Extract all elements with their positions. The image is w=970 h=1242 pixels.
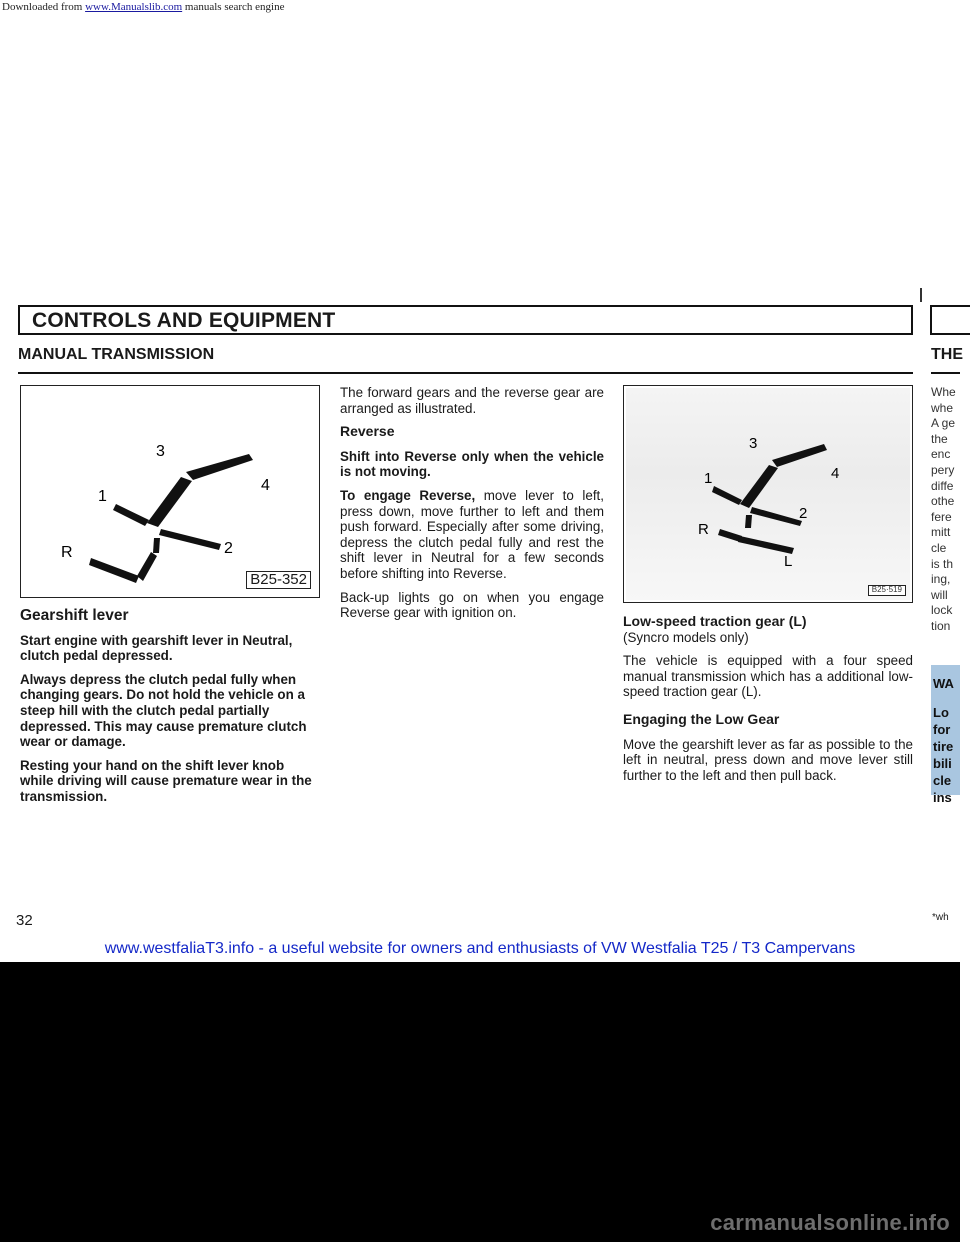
figure-code: B25·519 (868, 585, 906, 596)
engaging-low-gear-paragraph: Move the gearshift lever as far as possible to the left in neutral, press down and move lever still further to the left and then pull back. (623, 736, 913, 783)
hand-rest-paragraph: Resting your hand on the shift lever knob while driving will cause premature wear in the transmission. (20, 757, 312, 804)
low-gear-pattern-diagram (624, 386, 914, 604)
gear-label-4: 4 (261, 477, 270, 494)
section-title: MANUAL TRANSMISSION (18, 346, 215, 363)
chapter-title: CONTROLS AND EQUIPMENT (32, 309, 336, 332)
fragment-line: fere (931, 509, 952, 524)
four-speed-paragraph: The vehicle is equipped with a four speed manual transmission which has a additional low-speed traction gear (L). (623, 653, 913, 700)
margin-mark (920, 288, 922, 302)
gearshift-lever-column (20, 608, 320, 813)
next-page-section-divider (931, 372, 960, 374)
reverse-column (340, 385, 604, 629)
fragment-line: A ge (931, 416, 956, 431)
fragment-line: the (931, 431, 948, 446)
next-page-footnote: *wh (932, 912, 949, 923)
gear-label-1: 1 (98, 488, 107, 505)
scan-black-area (0, 962, 960, 1242)
warning-box-fragment (931, 665, 960, 805)
engage-reverse-paragraph (340, 488, 604, 582)
gearshift-pattern-figure (20, 385, 320, 598)
gearshift-pattern-diagram (21, 386, 321, 599)
section-divider (18, 372, 913, 374)
chapter-title-box (18, 305, 913, 335)
next-page-section-title: THE (931, 346, 963, 363)
fragment-line: is th (931, 556, 954, 571)
gear-label-4: 4 (831, 465, 840, 482)
reverse-heading: Reverse (340, 423, 395, 440)
gear-label-r: R (61, 544, 73, 561)
fragment-line: Whe (931, 385, 956, 399)
reverse-warning-paragraph: Shift into Reverse only when the vehicle is not moving. (340, 448, 604, 480)
start-engine-paragraph: Start engine with gearshift lever in Neutral, clutch pedal depressed. (20, 632, 293, 664)
westfalia-site-banner[interactable]: www.westfaliaT3.info - a useful website for owners and enthusiasts of VW Westfalia T25 / T3 Campervans (104, 940, 856, 957)
next-page-title-box (930, 305, 970, 335)
fragment-line: cle (931, 540, 947, 555)
gear-label-3: 3 (749, 435, 758, 452)
manualslib-link[interactable]: www.Manualslib.com (85, 1, 183, 13)
warning-title: WA (933, 676, 954, 691)
download-banner (0, 0, 962, 14)
warning-line: cle (933, 773, 952, 788)
fragment-line: diffe (931, 478, 954, 493)
fragment-line: whe (931, 400, 954, 415)
gear-label-2: 2 (224, 540, 233, 557)
next-page-text-fragment (931, 385, 960, 635)
fragment-line: will (931, 587, 948, 602)
gearshift-lever-heading: Gearshift lever (20, 607, 129, 624)
engage-reverse-lead: To engage Reverse, (340, 487, 476, 503)
warning-line: for (933, 722, 951, 737)
figure-code: B25-352 (246, 571, 311, 590)
gear-label-l: L (784, 553, 793, 570)
engaging-low-gear-heading: Engaging the Low Gear (623, 710, 780, 727)
warning-line: tire (933, 739, 954, 754)
page-number: 32 (16, 912, 33, 929)
gear-label-2: 2 (799, 505, 808, 522)
fragment-line: othe (931, 494, 955, 509)
gear-label-1: 1 (704, 470, 713, 487)
fragment-line: mitt (931, 525, 951, 540)
gear-label-r: R (698, 521, 709, 538)
fragment-line: tion (931, 618, 951, 633)
fragment-line: enc (931, 447, 951, 462)
low-gear-pattern-figure (623, 385, 913, 603)
download-banner-prefix: Downloaded from (2, 1, 83, 13)
low-gear-column (623, 614, 913, 791)
warning-line: ins (933, 790, 952, 805)
download-banner-suffix: manuals search engine (184, 1, 285, 13)
engage-reverse-text: move lever to left, press down, move further to left and them push forward. Especially after some driving, depress the clutch pedal fully and rest the shift lever in Neutral for a few seconds before shifting into Reverse. (340, 487, 604, 581)
backup-lights-paragraph: Back-up lights go on when you engage Reverse gear with ignition on. (340, 589, 604, 621)
syncro-note: (Syncro models only) (623, 629, 749, 645)
low-gear-heading: Low-speed traction gear (L) (623, 613, 807, 629)
fragment-line: lock (931, 603, 953, 618)
warning-line: bili (933, 756, 952, 771)
gear-arrangement-paragraph: The forward gears and the reverse gear are arranged as illustrated. (340, 385, 604, 416)
gear-label-3: 3 (156, 443, 165, 460)
fragment-line: pery (931, 462, 955, 477)
clutch-warning-paragraph: Always depress the clutch pedal fully when changing gears. Do not hold the vehicle on a steep hill with the clutch pedal partially depressed. This may cause premature clutch wear or damage. (20, 671, 307, 750)
warning-line: Lo (933, 705, 949, 720)
watermark: carmanualsonline.info (710, 1210, 950, 1235)
fragment-line: ing, (931, 572, 951, 587)
